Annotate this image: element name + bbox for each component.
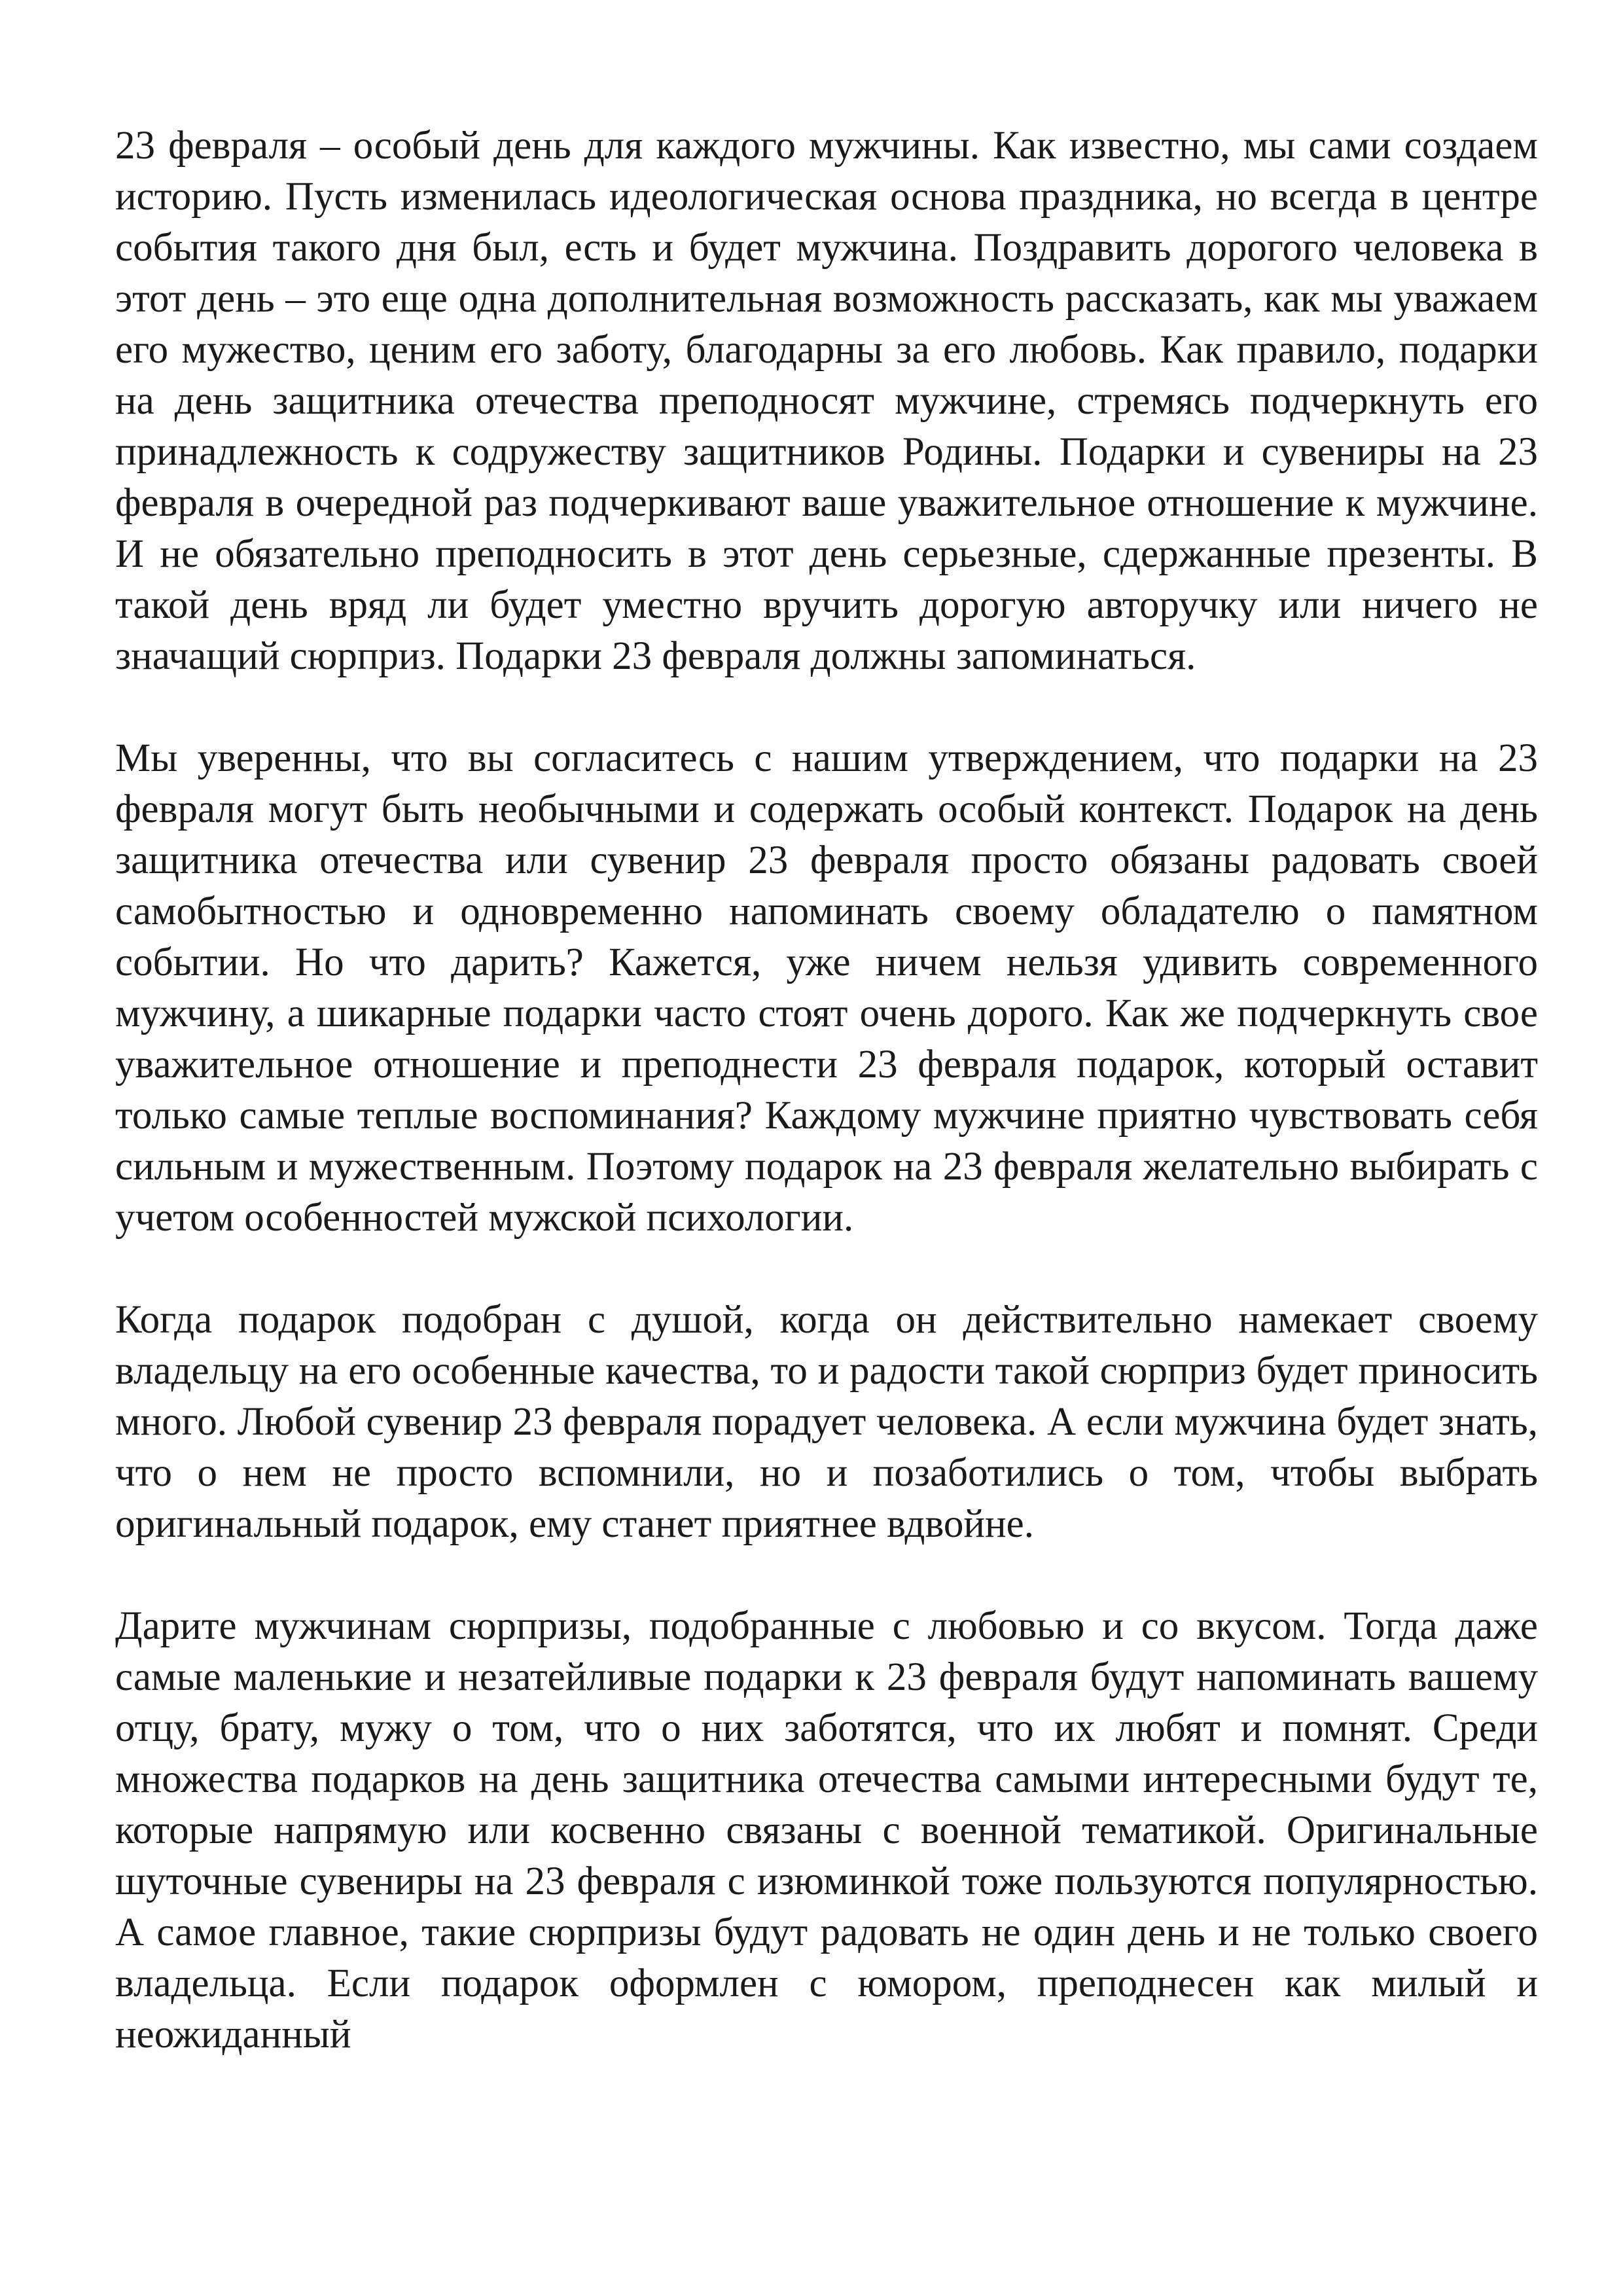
- paragraph-3: Когда подарок подобран с душой, когда он действительно намекает своему владельцу на его особенные качества, то и радости такой сюрприз будет приносить много. Любой сувенир 23 февраля порадует человека. А если мужчина будет знать, что о нем не просто вспомнили, но и позаботились о том, чтобы выбрать оригинальный подарок, ему станет приятнее вдвойне.: [115, 1298, 1538, 1546]
- paragraph-4: Дарите мужчинам сюрпризы, подобранные с любовью и со вкусом. Тогда даже самые маленькие и незатейливые подарки к 23 февраля будут напоминать вашему отцу, брату, мужу о том, что о них заботятся, что их любят и помнят. Среди множества подарков на день защитника отечества самыми интересными будут те, которые напрямую или косвенно связаны с военной тематикой. Оригинальные шуточные сувениры на 23 февраля с изюминкой тоже пользуются популярностью. А самое главное, такие сюрпризы будут радовать не один день и не только своего владельца. Если подарок оформлен с юмором, преподнесен как милый и неожиданный: [115, 1604, 1538, 2056]
- document-body: [115, 120, 1538, 2060]
- paragraph-2: Мы уверенны, что вы согласитесь с нашим утверждением, что подарки на 23 февраля могут быть необычными и содержать особый контекст. Подарок на день защитника отечества или сувенир 23 февраля просто обязаны радовать своей самобытностью и одновременно напоминать своему обладателю о памятном событии. Но что дарить? Кажется, уже ничем нельзя удивить современного мужчину, а шикарные подарки часто стоят очень дорого. Как же подчеркнуть свое уважительное отношение и преподнести 23 февраля подарок, который оставит только самые теплые воспоминания? Каждому мужчине приятно чувствовать себя сильным и мужественным. Поэтому подарок на 23 февраля желательно выбирать с учетом особенностей мужской психологии.: [115, 736, 1538, 1240]
- paragraph-1: 23 февраля – особый день для каждого мужчины. Как известно, мы сами создаем историю. Пусть изменилась идеологическая основа праздника, но всегда в центре события такого дня был, есть и будет мужчина. Поздравить дорогого человека в этот день – это еще одна дополнительная возможность рассказать, как мы уважаем его мужество, ценим его заботу, благодарны за его любовь. Как правило, подарки на день защитника отечества преподносят мужчине, стремясь подчеркнуть его принадлежность к содружеству защитников Родины. Подарки и сувениры на 23 февраля в очередной раз подчеркивают ваше уважительное отношение к мужчине. И не обязательно преподносить в этот день серьезные, сдержанные презенты. В такой день вряд ли будет уместно вручить дорогую авторучку или ничего не значащий сюрприз. Подарки 23 февраля должны запоминаться.: [115, 124, 1538, 678]
